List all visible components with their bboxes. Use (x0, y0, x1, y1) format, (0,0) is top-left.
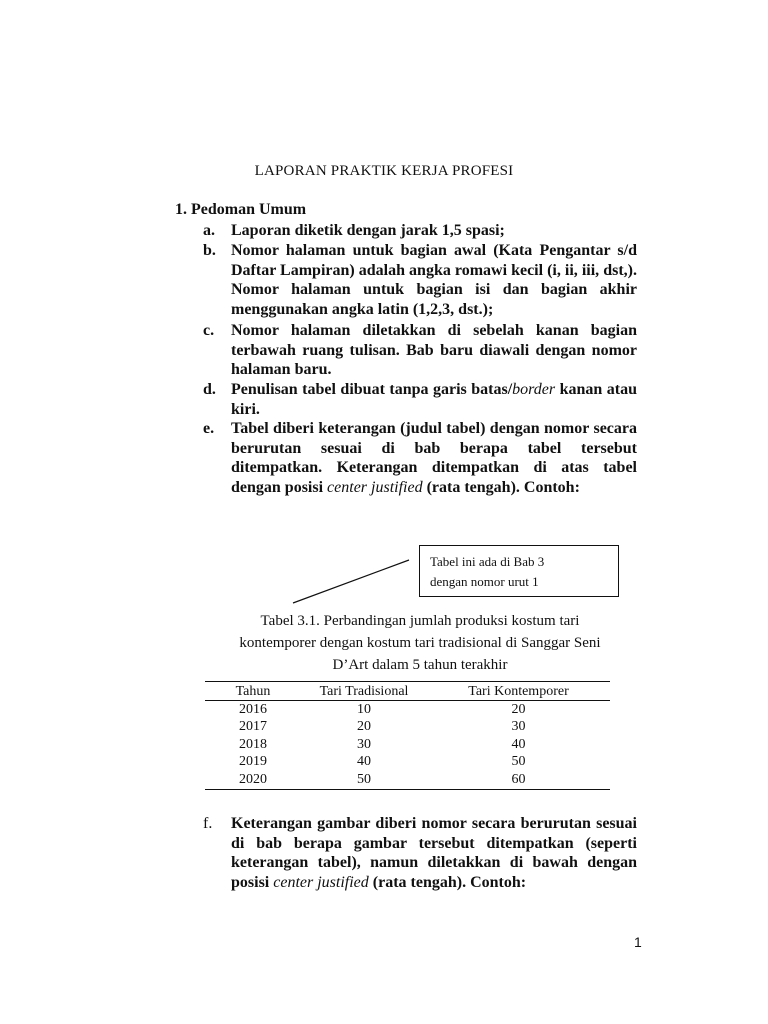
table-caption (205, 610, 635, 676)
cell-year: 2020 (205, 771, 301, 789)
cell-kontemporer: 40 (511, 736, 526, 752)
list-item-text (231, 814, 637, 892)
cell-tradisional: 30 (357, 736, 371, 752)
list-item-label: c. (203, 322, 215, 339)
caption-line-3: D’Art dalam 5 tahun terakhir (332, 657, 508, 673)
list-item-f (203, 814, 637, 892)
callout-line-1: Tabel ini ada di Bab 3 (430, 554, 545, 569)
table-row (205, 719, 610, 737)
table-header-row (205, 682, 610, 701)
text-run: (rata tengah). Contoh: (368, 873, 527, 891)
text-run: Penulisan tabel dibuat tanpa garis batas/ (231, 381, 513, 398)
cell-kontemporer: 50 (511, 754, 526, 770)
cell-tradisional: 10 (357, 701, 371, 717)
list-item-label: a. (203, 222, 215, 239)
list-item-label: f. (203, 815, 213, 832)
text-run: Keterangan gambar diberi nomor secara berurutan sesuai di bab berapa gambar tersebut ditempatkan (seperti keterangan tabel), namun diletakkan di bawah dengan posisi (231, 815, 637, 891)
cell-tradisional: 20 (357, 719, 371, 735)
table-row (205, 771, 610, 789)
cell-year: 2016 (239, 701, 267, 717)
table-row (205, 754, 610, 772)
callout-line-2: dengan nomor urut 1 (430, 574, 539, 589)
list-item-text: Laporan diketik dengan jarak 1,5 spasi; (231, 222, 505, 239)
cell-kontemporer: 60 (427, 771, 610, 789)
cell-year: 2019 (239, 754, 267, 770)
italic-term: border (512, 381, 556, 398)
column-header-tari-tradisional: Tari Tradisional (301, 682, 427, 701)
cell-year: 2018 (239, 736, 267, 752)
italic-term: center justified (273, 873, 369, 891)
table-row (205, 701, 610, 719)
cell-tradisional: 50 (301, 771, 427, 789)
list-item-text: Nomor halaman diletakkan di sebelah kanan bagian terbawah ruang tulisan. Bab baru diawali dengan nomor halaman baru. (231, 322, 637, 378)
cell-tradisional: 40 (357, 754, 371, 770)
data-table (205, 681, 610, 790)
page-number: 1 (634, 934, 642, 950)
list-item-label: b. (203, 242, 216, 259)
section-heading: 1. Pedoman Umum (175, 201, 307, 218)
list-item-label: e. (203, 420, 215, 437)
column-header-tari-kontemporer: Tari Kontemporer (427, 682, 610, 701)
table-row (205, 736, 610, 754)
list-item-label: d. (203, 381, 216, 398)
caption-line-1: Tabel 3.1. Perbandingan jumlah produksi kostum tari (260, 613, 580, 629)
text-run: (rata tengah). Contoh: (422, 478, 580, 496)
italic-term: center justified (327, 478, 423, 496)
cell-year: 2017 (239, 719, 267, 735)
cell-kontemporer: 20 (511, 701, 526, 717)
caption-line-2: kontemporer dengan kostum tari tradisional di Sanggar Seni (239, 635, 601, 651)
cell-kontemporer: 30 (511, 719, 526, 735)
text-run: Tabel diberi keterangan (judul tabel) dengan nomor secara berurutan sesuai di bab berapa tabel tersebut ditempatkan. Keterangan ditempatkan di atas tabel dengan posisi (231, 420, 637, 496)
document-title: LAPORAN PRAKTIK KERJA PROFESI (254, 163, 514, 179)
list-item-text: Nomor halaman untuk bagian awal (Kata Pengantar s/d Daftar Lampiran) adalah angka romawi kecil (i, ii, iii, dst,). Nomor halaman untuk bagian isi dan bagian akhir menggunakan angka latin (1,2,3, dst.); (231, 242, 637, 318)
column-header-tahun: Tahun (205, 682, 301, 701)
text-run: kanan atau kiri. (231, 381, 637, 418)
callout-box (419, 545, 619, 597)
